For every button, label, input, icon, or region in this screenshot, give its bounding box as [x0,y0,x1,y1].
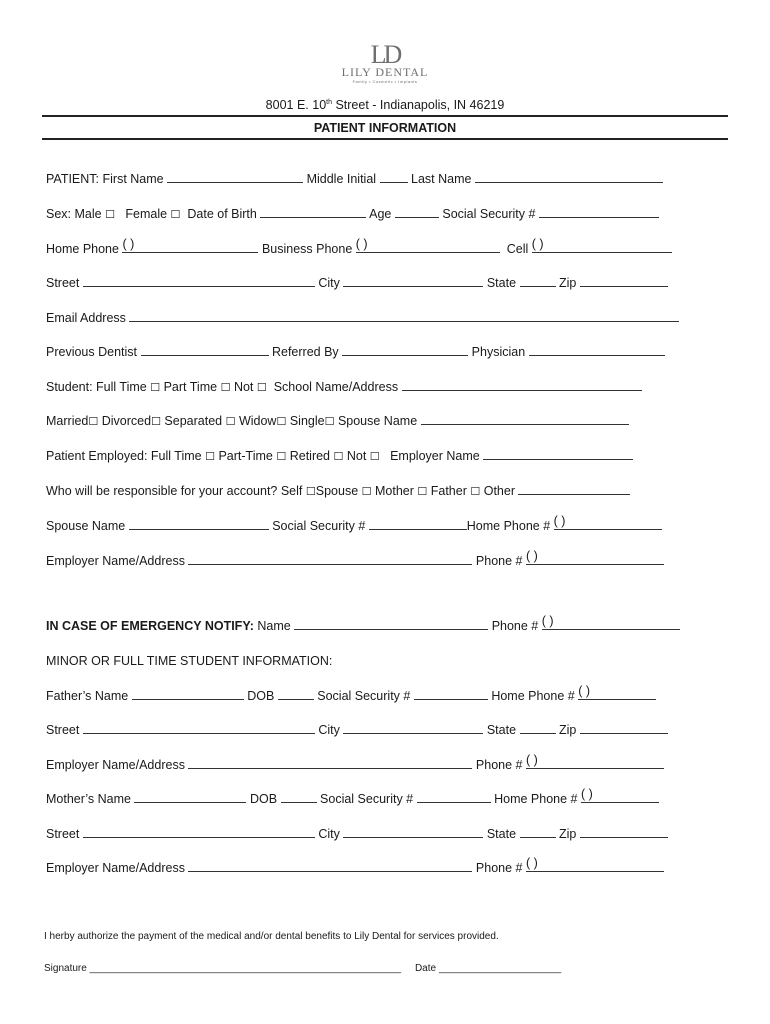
row-referrals: Previous Dentist Referred By Physician [46,343,665,361]
employed-full-time-checkbox[interactable]: ☐ [205,451,215,463]
referred-by-field[interactable] [342,343,468,356]
mother-state-field[interactable] [520,825,556,838]
father-zip-field[interactable] [580,721,668,734]
row-email: Email Address [46,309,679,327]
self-checkbox[interactable]: ☐ [305,486,316,498]
row-employment: Patient Employed: Full Time ☐ Part-Time ☐ Retired ☐ Not ☐ Employer Name [46,447,633,465]
mother-name-field[interactable] [134,790,246,803]
row-marital: Married☐ Divorced☐ Separated ☐ Widow☐ Single☐ Spouse Name [46,412,629,430]
row-responsible: Who will be responsible for your account? Self ☐Spouse ☐ Mother ☐ Father ☐ Other [46,482,630,500]
previous-dentist-field[interactable] [141,343,269,356]
father-ssn-field[interactable] [414,687,488,700]
logo-name: LILY DENTAL [341,65,429,79]
business-phone-field[interactable]: ( ) [356,240,500,253]
row-mother-employer: Employer Name/Address Phone # ( ) [46,859,664,877]
mother-ssn-field[interactable] [417,790,491,803]
spouse-employer-phone-field[interactable]: ( ) [526,552,664,565]
minor-heading: MINOR OR FULL TIME STUDENT INFORMATION: [46,654,333,668]
spouse-name-field[interactable] [421,412,629,425]
father-name-field[interactable] [132,687,244,700]
student-not-checkbox[interactable]: ☐ [256,382,267,394]
mother-employer-phone-field[interactable]: ( ) [526,859,664,872]
father-employer-phone-field[interactable]: ( ) [526,756,664,769]
first-name-field[interactable] [167,170,303,183]
row-father-employer: Employer Name/Address Phone # ( ) [46,756,664,774]
middle-initial-field[interactable] [380,170,408,183]
mother-checkbox[interactable]: ☐ [417,486,428,498]
student-part-time-checkbox[interactable]: ☐ [220,382,231,394]
home-phone-field[interactable]: ( ) [122,240,258,253]
cell-phone-field[interactable]: ( ) [532,240,672,253]
spouse-home-phone-field[interactable]: ( ) [554,517,662,530]
other-responsible-field[interactable] [518,482,630,495]
single-checkbox[interactable]: ☐ [324,416,335,428]
father-checkbox[interactable]: ☐ [470,486,481,498]
mother-employer-field[interactable] [188,859,472,872]
email-field[interactable] [129,309,679,322]
logo-tagline: Family • Cosmetic • Implants [352,79,418,84]
married-checkbox[interactable]: ☐ [88,416,99,428]
practice-address: 8001 E. 10th Street - Indianapolis, IN 46219 [265,98,505,112]
row-student: Student: Full Time ☐ Part Time ☐ Not ☐ School Name/Address [46,378,642,396]
employed-part-time-checkbox[interactable]: ☐ [276,451,287,463]
mother-home-phone-field[interactable]: ( ) [581,790,659,803]
not-employed-checkbox[interactable]: ☐ [369,451,380,463]
row-spouse-employer: Employer Name/Address Phone # ( ) [46,552,664,570]
row-mother: Mother’s Name DOB Social Security # Home Phone # ( ) [46,790,659,808]
emergency-phone-field[interactable]: ( ) [542,617,680,630]
age-field[interactable] [395,205,439,218]
row-phones: Home Phone ( ) Business Phone ( ) Cell ( ) [46,240,672,258]
row-sex-dob: Sex: Male ☐ Female ☐ Date of Birth Age Social Security # [46,205,659,223]
signature-field[interactable]: Signature ________________________________________________________ [44,963,402,974]
row-mother-address: Street City State Zip [46,825,668,843]
divorced-checkbox[interactable]: ☐ [151,416,161,428]
row-spouse: Spouse Name Social Security # Home Phone # ( ) [46,517,662,535]
father-state-field[interactable] [520,721,556,734]
father-street-field[interactable] [83,721,315,734]
emergency-name-field[interactable] [294,617,488,630]
city-field[interactable] [343,274,483,287]
date-field[interactable]: Date ______________________ [414,963,562,974]
spouse-employer-field[interactable] [188,552,472,565]
row-patient-name: PATIENT: First Name Middle Initial Last Name [46,170,663,188]
authorization-statement: I herby authorize the payment of the medical and/or dental benefits to Lily Dental for services provided. [44,931,499,942]
spouse-checkbox[interactable]: ☐ [361,486,372,498]
last-name-field[interactable] [475,170,663,183]
employer-name-field[interactable] [483,447,633,460]
mother-dob-field[interactable] [281,790,317,803]
father-dob-field[interactable] [278,687,314,700]
mother-street-field[interactable] [83,825,315,838]
signature-row [44,963,561,974]
divider-top [42,115,728,117]
spouse-ssn-field[interactable] [369,517,467,530]
dob-field[interactable] [260,205,366,218]
father-city-field[interactable] [343,721,483,734]
widow-checkbox[interactable]: ☐ [276,416,287,428]
separated-checkbox[interactable]: ☐ [225,416,236,428]
retired-checkbox[interactable]: ☐ [333,451,344,463]
row-father: Father’s Name DOB Social Security # Home Phone # ( ) [46,687,656,705]
row-address: Street City State Zip [46,274,668,292]
physician-field[interactable] [529,343,665,356]
mother-city-field[interactable] [343,825,483,838]
lily-dental-logo [340,40,430,98]
street-field[interactable] [83,274,315,287]
emergency-label: IN CASE OF EMERGENCY NOTIFY: [46,619,254,633]
row-emergency: IN CASE OF EMERGENCY NOTIFY: Name Phone # ( ) [46,617,680,635]
ssn-field[interactable] [539,205,659,218]
state-field[interactable] [520,274,556,287]
female-checkbox[interactable]: ☐ [170,209,181,221]
spouse-name-2-field[interactable] [129,517,269,530]
father-home-phone-field[interactable]: ( ) [578,687,656,700]
student-full-time-checkbox[interactable]: ☐ [150,382,161,394]
page-title: PATIENT INFORMATION [313,121,457,135]
row-father-address: Street City State Zip [46,721,668,739]
logo-monogram: LD [370,40,400,69]
father-employer-field[interactable] [188,756,472,769]
school-field[interactable] [402,378,642,391]
divider-bottom [42,138,728,140]
male-checkbox[interactable]: ☐ [105,209,115,221]
zip-field[interactable] [580,274,668,287]
mother-zip-field[interactable] [580,825,668,838]
